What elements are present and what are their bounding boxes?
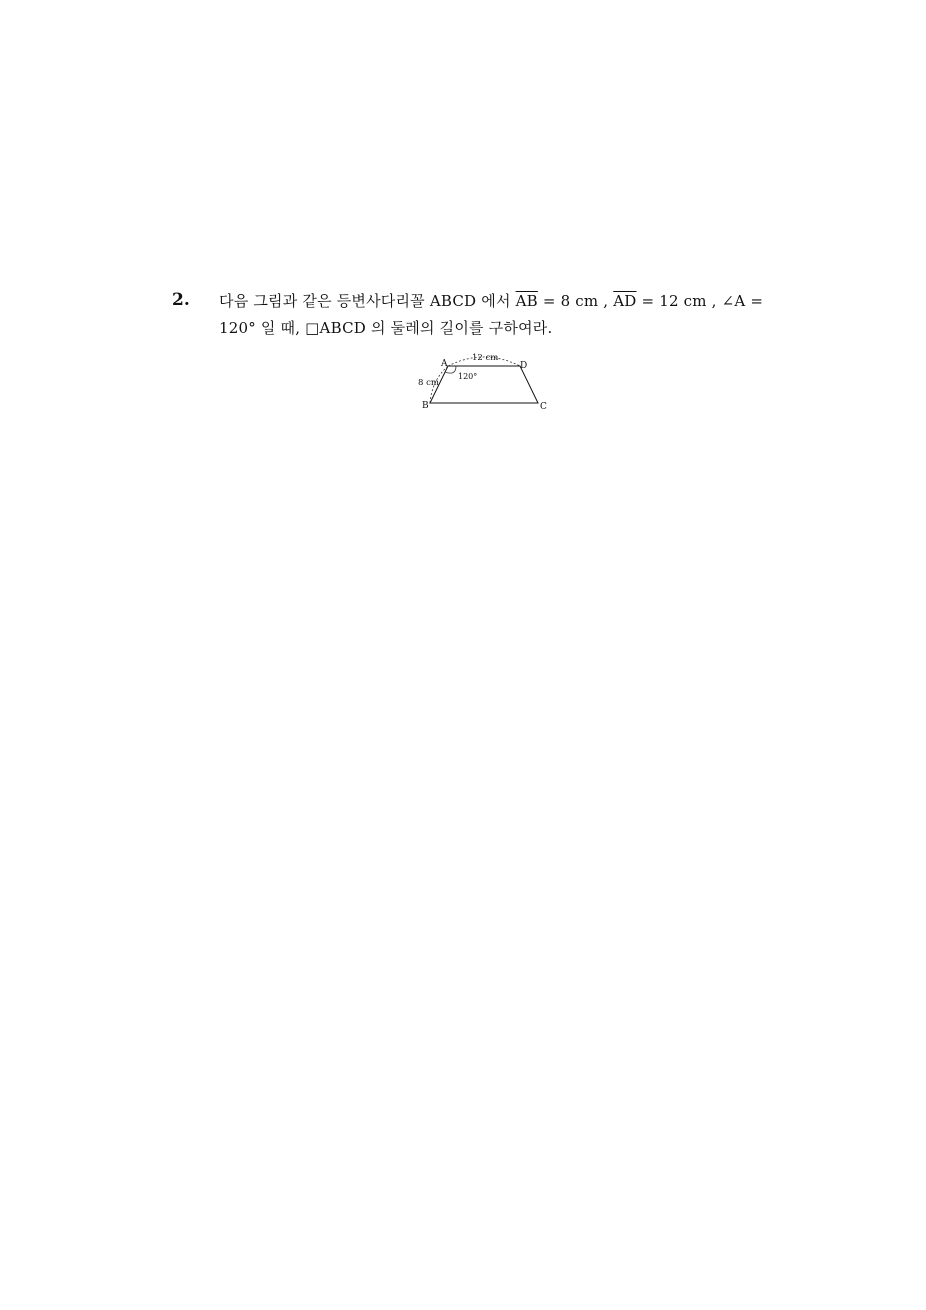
ad-length-label: 12 cm bbox=[472, 353, 499, 363]
trapezoid-figure bbox=[412, 350, 562, 424]
trapezoid-shape bbox=[430, 366, 538, 403]
segment-ab: $\overline{AB}$ bbox=[515, 292, 538, 310]
segment-ad: $\overline{AD}$ bbox=[613, 292, 637, 310]
angle-a-label: 120° bbox=[458, 372, 478, 381]
problem-text-prefix: 다음 그림과 같은 등변사다리꼴 ABCD 에서 bbox=[219, 292, 516, 310]
vertex-b-label: B bbox=[422, 401, 429, 411]
problem-number: 2. bbox=[172, 290, 190, 310]
problem-text-line-2: 120° 일 때, □ABCD 의 둘레의 길이를 구하여라. bbox=[219, 319, 553, 337]
equation-ab: = 8 cm , bbox=[537, 292, 614, 310]
trapezoid-diagram bbox=[412, 350, 562, 420]
vertex-c-label: C bbox=[540, 402, 547, 412]
vertex-a-label: A bbox=[441, 359, 448, 369]
problem-text-line-1 bbox=[219, 290, 763, 311]
ab-length-label: 8 cm bbox=[418, 378, 439, 388]
vertex-d-label: D bbox=[520, 361, 528, 371]
equation-ad-angle: = 12 cm , ∠A = bbox=[636, 292, 764, 310]
